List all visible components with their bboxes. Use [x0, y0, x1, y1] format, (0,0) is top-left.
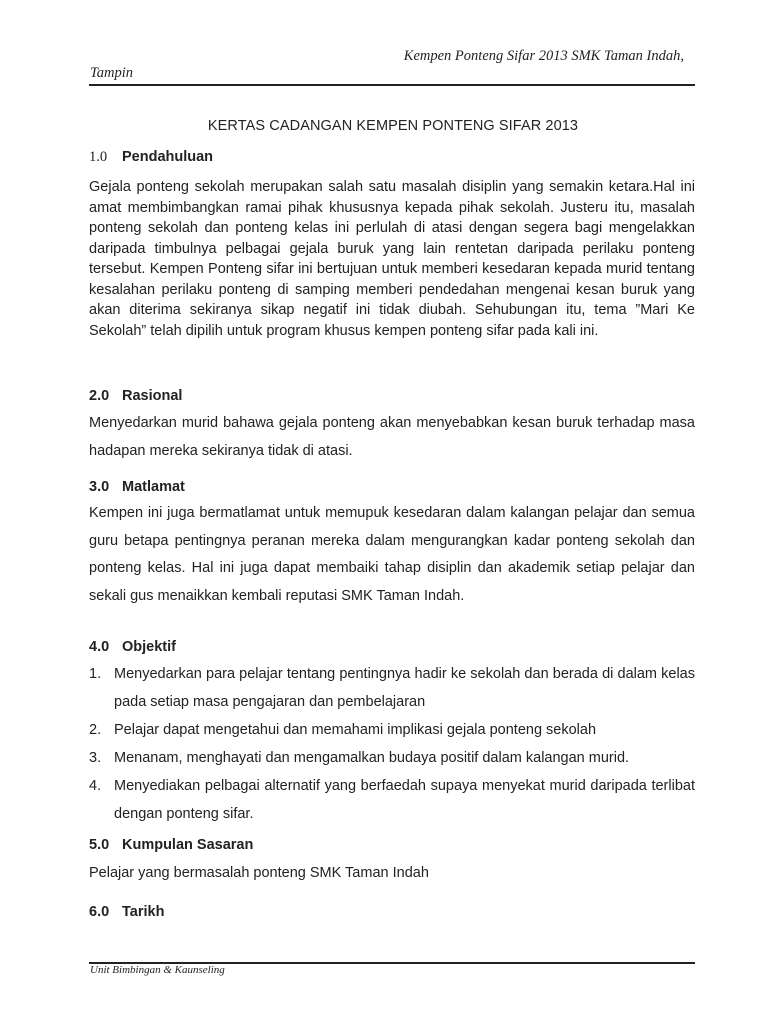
section-number: 1.0	[89, 149, 108, 165]
section-body-rasional: Menyedarkan murid bahawa gejala ponteng akan menyebabkan kesan buruk terhadap masa hadapan mereka sekiranya tidak di atasi.	[89, 415, 695, 459]
section-heading-tarikh	[89, 904, 164, 920]
section-number: 3.0	[89, 479, 110, 495]
section-title: Rasional	[122, 388, 183, 404]
section-body-matlamat: Kempen ini juga bermatlamat untuk memupuk kesedaran dalam kalangan pelajar dan semua guru betapa pentingnya peranan mereka dalam mengurangkan kadar ponteng sekolah dan ponteng kelas. Hal ini juga dapat membaiki tahap disiplin dan akademik setiap pelajar dan sekali gus menaikkan kembali reputasi SMK Taman Indah.	[89, 505, 695, 604]
section-body-pendahuluan: Gejala ponteng sekolah merupakan salah satu masalah disiplin yang semakin ketara.Hal ini amat membimbangkan ramai pihak khususnya kepada pihak sekolah. Justeru itu, masalah ponteng sekolah dan ponteng kelas ini perlulah di atasi dengan segera bagi mengelakkan daripada timbulnya pelbagai gejala buruk yang lain rentetan daripada perilaku ponteng tersebut. Kempen Ponteng sifar ini bertujuan untuk memberi kesedaran kepada murid tentang kesalahan perilaku ponteng di samping memberi pendedahan mengenai kesan buruk yang akan diterima sekiranya sikap negatif ini tidak diubah. Sehubungan itu, tema ”Mari Ke Sekolah” telah dipilih untuk program khusus kempen ponteng sifar pada kali ini.	[89, 179, 695, 339]
section-title: Objektif	[122, 639, 176, 655]
section-heading-pendahuluan	[89, 149, 213, 166]
list-text: Pelajar dapat mengetahui dan memahami implikasi gejala ponteng sekolah	[114, 722, 597, 738]
list-text: Menanam, menghayati dan mengamalkan budaya positif dalam kalangan murid.	[114, 750, 630, 766]
footer-unit: Unit Bimbingan & Kaunseling	[90, 964, 225, 976]
section-title: Matlamat	[122, 479, 185, 495]
section-number: 4.0	[89, 639, 110, 655]
list-number: 2.	[89, 722, 102, 738]
list-item	[89, 716, 695, 744]
section-title: Kumpulan Sasaran	[122, 837, 254, 853]
section-number: 5.0	[89, 837, 110, 853]
section-body-kumpulan-sasaran: Pelajar yang bermasalah ponteng SMK Taman Indah	[89, 865, 429, 881]
section-heading-matlamat	[89, 479, 185, 495]
list-item	[89, 744, 695, 772]
section-heading-objektif	[89, 639, 176, 655]
section-title: Pendahuluan	[122, 149, 214, 165]
objective-list	[89, 660, 695, 828]
document-title: KERTAS CADANGAN KEMPEN PONTENG SIFAR 2013	[207, 118, 579, 134]
header-title: Kempen Ponteng Sifar 2013 SMK Taman Indah,	[403, 48, 684, 64]
list-number: 1.	[89, 666, 102, 682]
header-location: Tampin	[90, 65, 133, 81]
section-heading-rasional	[89, 388, 182, 404]
list-number: 4.	[89, 778, 102, 794]
section-heading-kumpulan-sasaran	[89, 837, 253, 853]
section-number: 2.0	[89, 388, 110, 404]
list-item	[89, 772, 695, 828]
list-number: 3.	[89, 750, 102, 766]
section-number: 6.0	[89, 904, 110, 920]
section-title: Tarikh	[122, 904, 165, 920]
list-item	[89, 660, 695, 716]
list-text: Menyediakan pelbagai alternatif yang berfaedah supaya menyekat murid daripada terlibat dengan ponteng sifar.	[114, 778, 695, 822]
header-rule	[89, 84, 695, 86]
list-text: Menyedarkan para pelajar tentang pentingnya hadir ke sekolah dan berada di dalam kelas pada setiap masa pengajaran dan pembelajaran	[114, 666, 695, 710]
